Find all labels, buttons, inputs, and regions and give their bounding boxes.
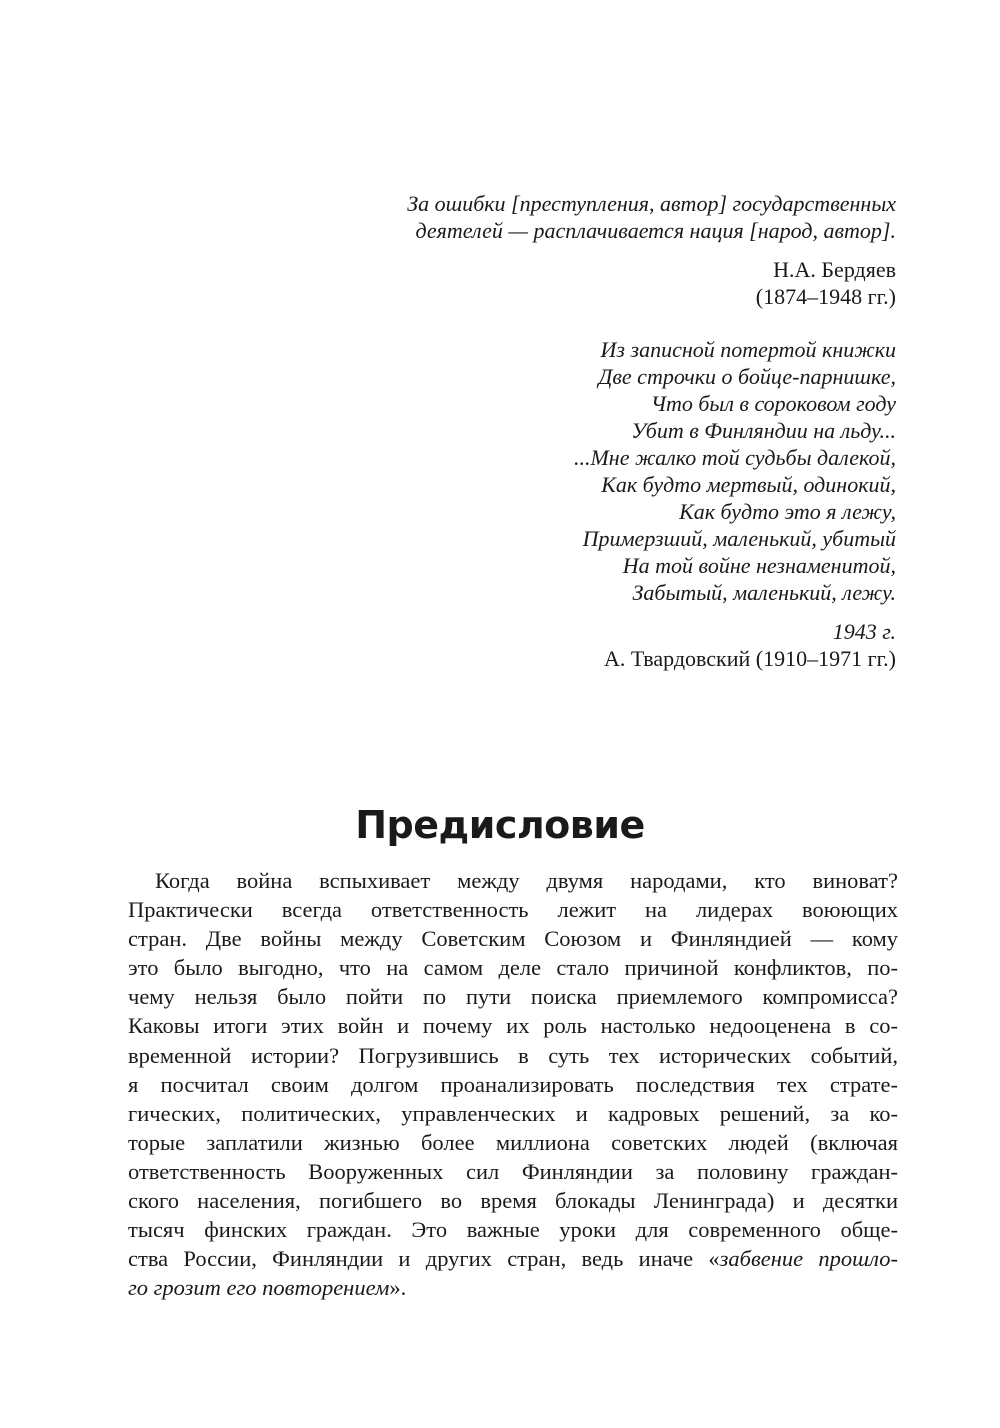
paragraph-line: торые заплатили жизнью более миллиона советских людей (включая [128, 1129, 898, 1155]
epigraph-tvardovsky [574, 336, 896, 672]
paragraph-line: ского населения, погибшего во время блокады Ленинграда) и десятки [128, 1188, 898, 1214]
paragraph-text: ». [389, 1275, 407, 1301]
poem-line: Как будто это я лежу, [679, 499, 896, 524]
paragraph-line: ответственность Вооруженных сил Финляндии за половину граждан- [128, 1158, 898, 1184]
poem-line: Примерзший, маленький, убитый [582, 526, 896, 551]
paragraph-line: стран. Две войны между Советским Союзом и Финляндией — кому [128, 926, 898, 952]
paragraph-line: тысяч финских граждан. Это важные уроки для современного обще- [128, 1217, 898, 1243]
paragraph-line [128, 1273, 898, 1302]
poem-line: ...Мне жалко той судьбы далекой, [573, 445, 896, 470]
poem-line: Две строчки о бойце-парнишке, [598, 364, 896, 389]
epigraph-berdyaev [407, 190, 896, 310]
epigraph-years: (1874–1948 гг.) [755, 284, 896, 309]
italic-quote: забвение прошло- [719, 1246, 898, 1272]
paragraph-line: это было выгодно, что на самом деле стало причиной конфликтов, по- [128, 955, 898, 981]
paragraph-line: гических, политических, управленческих и кадровых решений, за ко- [128, 1100, 898, 1126]
poem-author: А. Твардовский (1910–1971 гг.) [604, 646, 896, 671]
paragraph-line: чему нельзя было пойти по пути поиска приемлемого компромисса? [128, 984, 898, 1010]
poem-line: Из записной потертой книжки [600, 337, 896, 362]
poem-line: Убит в Финляндии на льду... [631, 418, 896, 443]
poem-date: 1943 г. [832, 619, 896, 644]
paragraph-line: Практически всегда ответственность лежит на лидерах воюющих [128, 897, 898, 923]
paragraph-line: Когда война вспыхивает между двумя народами, кто виноват? [155, 868, 898, 893]
section-heading: Предисловие [355, 803, 645, 847]
paragraph-line [128, 1244, 898, 1273]
epigraph-author: Н.А. Бердяев [773, 257, 896, 282]
paragraph-line: Каковы итоги этих войн и почему их роль настолько недооценена в со- [128, 1013, 898, 1039]
poem-line: Забытый, маленький, лежу. [632, 580, 896, 605]
paragraph-line: временной истории? Погрузившись в суть тех исторических событий, [128, 1042, 898, 1068]
epigraph-quote-line: деятелей — расплачивается нация [народ, автор]. [415, 218, 896, 243]
poem-line: Как будто мертвый, одинокий, [601, 472, 896, 497]
paragraph-line: я посчитал своим долгом проанализировать последствия тех страте- [128, 1071, 898, 1097]
preface-paragraph [128, 866, 898, 1302]
poem-line: Что был в сороковом году [650, 391, 896, 416]
paragraph-text: ства России, Финляндии и других стран, ведь иначе « [128, 1246, 720, 1272]
poem-line: На той войне незнаменитой, [622, 553, 896, 578]
italic-quote: го грозит его повторением [128, 1275, 390, 1301]
epigraph-quote-line: За ошибки [преступления, автор] государственных [407, 191, 896, 216]
